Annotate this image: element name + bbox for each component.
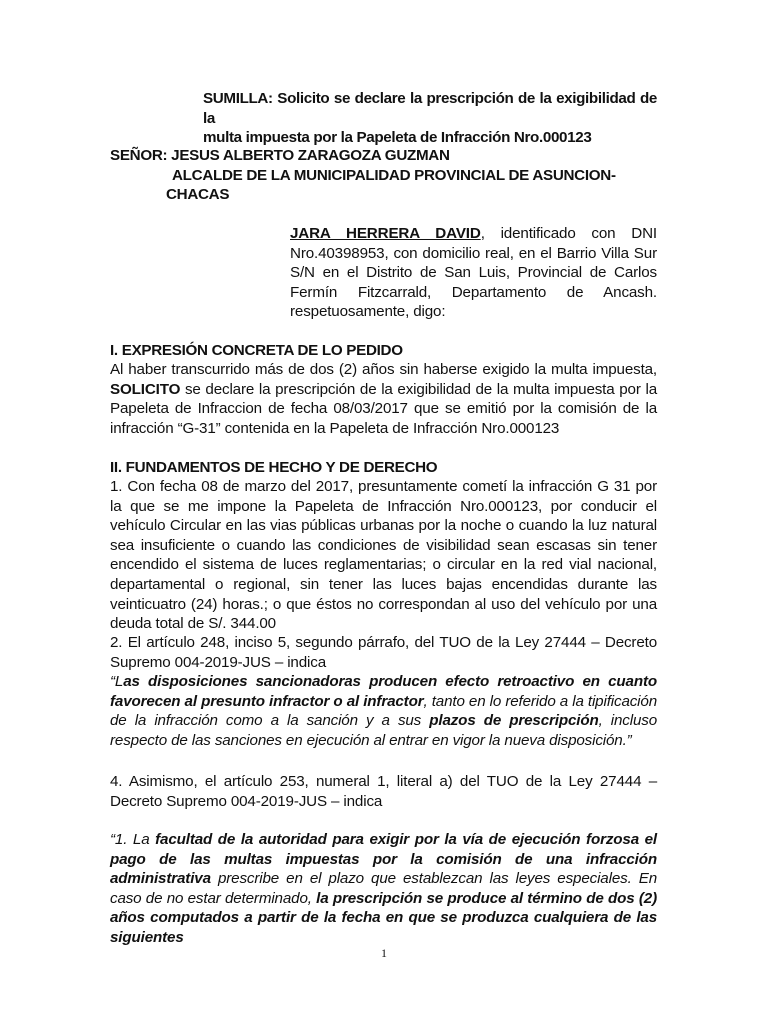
quote2-open: “1. La [110,831,156,848]
quote1-mid: , tanto en lo referido a la tipificación de la infracción como a la sanción y a sus [110,692,658,730]
quote2-bold1: facultad de la autoridad para exigir por la vía de ejecución forzosa el pago de las multas impuestas por la comisión de una infracción administrativa [110,831,657,888]
solicito-keyword: SOLICITO [110,380,181,398]
sumilla [203,89,657,148]
quote1-bold2: plazos de prescripción [429,712,599,730]
section2-item4: 4. Asimismo, el artículo 253, numeral 1, literal a) del TUO de la Ley 27444 – Decreto Supremo 004-2019-JUS – indica [110,773,657,810]
quote-article-248 [110,672,657,750]
quote2-mid: prescribe en el plazo que establezcan las leyes especiales. En caso de no estar determinado, [110,870,657,907]
applicant-block [290,224,657,322]
section1-heading: I. EXPRESIÓN CONCRETA DE LO PEDIDO [110,342,403,359]
section2-item1: 1. Con fecha 08 de marzo del 2017, presuntamente cometí la infracción G 31 por la que se me impone la Papeleta de Infracción Nro.000123, por conducir el vehículo Circular en las vias públicas urbanas por la noche o cuando la luz natural sea insuficiente o cuando las condiciones de visibilidad sean escasas sin tener encendido el sistema de luces reglamentarias; o circular en la red vial nacional, departamental o regional, sin tener las luces bajas encendidas durante las veinticuatro (24) horas.; o que éstos no correspondan al uso del vehículo por una deuda total de S/. 344.00 [110,478,657,633]
addressee-line2: ALCALDE DE LA MUNICIPALIDAD PROVINCIAL DE ASUNCION- [172,167,616,184]
section1-p1-rest: se declare la prescripción de la exigibilidad de la multa impuesta por la Papeleta de Infraccion de fecha 08/03/2017 que se emitió por la comisión de la infracción “G-31” contenida en la Papeleta de Infracción Nro.000123 [110,380,657,437]
page-number: 1 [381,946,387,960]
sumilla-line2: multa impuesta por la Papeleta de Infracción Nro.000123 [203,129,592,147]
section1-paragraph [110,360,657,438]
section2-item2: 2. El artículo 248, inciso 5, segundo párrafo, del TUO de la Ley 27444 – Decreto Supremo 004-2019-JUS – indica [110,634,657,671]
addressee-line1: SEÑOR: JESUS ALBERTO ZARAGOZA GUZMAN [110,147,450,164]
quote2-bold2: la prescripción se produce al término de dos (2) años computados a partir de la fecha en que se produzca cualquiera de las siguientes [110,889,657,946]
quote-article-253 [110,830,657,948]
applicant-text: , identificado con DNI Nro.40398953, con domicilio real, en el Barrio Villa Sur S/N en el Distrito de San Luis, Provincial de Carlos Fermín Fitzcarrald, Departamento de Ancash. respetuosamente, digo: [290,225,657,321]
quote1-open: “L [110,673,124,690]
quote1-bold1: as disposiciones sancionadoras producen efecto retroactivo en cuanto favorecen al presunto infractor o al infractor [110,673,657,710]
quote1-end: , incluso respecto de las sanciones en ejecución al entrar en vigor la nueva disposición.” [110,712,658,749]
section2-heading: II. FUNDAMENTOS DE HECHO Y DE DERECHO [110,459,438,476]
sumilla-line1: SUMILLA: Solicito se declare la prescripción de la exigibilidad de la [203,90,657,127]
addressee-line3: CHACAS [166,186,230,203]
applicant-name: JARA HERRERA DAVID [290,225,481,242]
section1-p1: Al haber transcurrido más de dos (2) años sin haberse exigido la multa impuesta, [110,361,657,378]
